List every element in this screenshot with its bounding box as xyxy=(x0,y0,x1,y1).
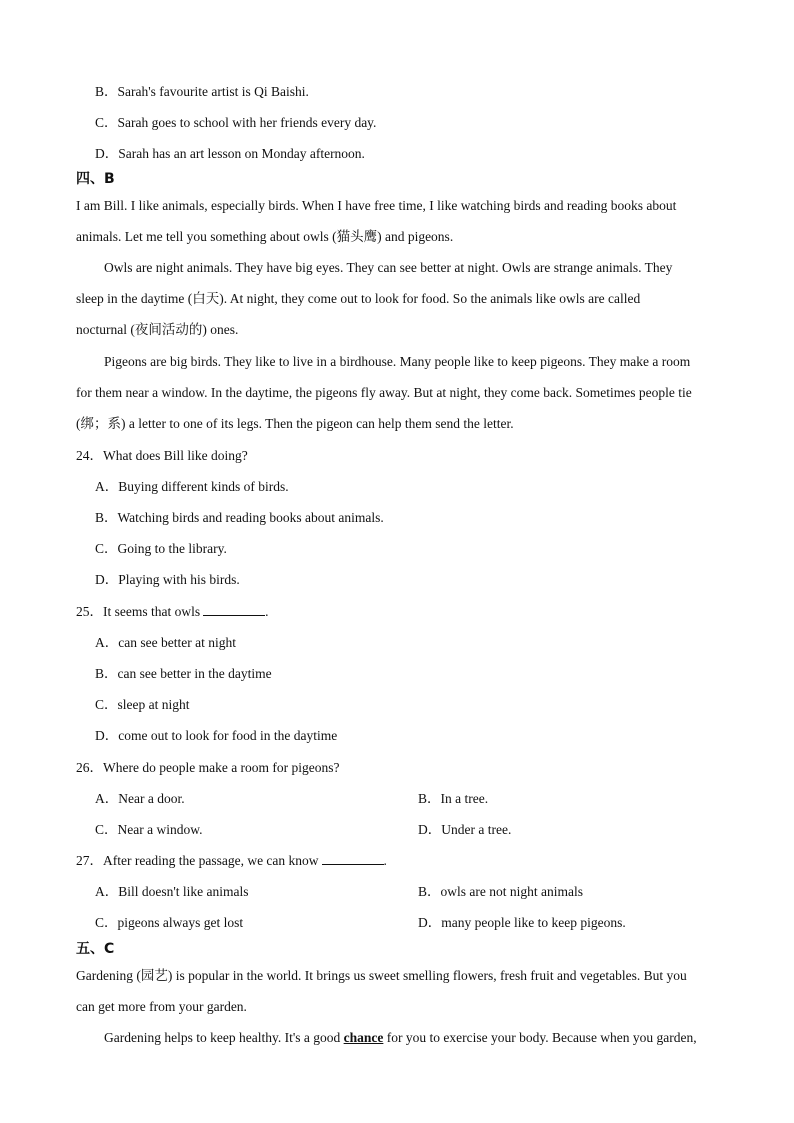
underlined-word-chance: chance xyxy=(343,1030,384,1045)
passage-5-p1-line2: can get more from your garden. xyxy=(76,999,247,1014)
question-27-stem: 27．After reading the passage, we can know xyxy=(76,853,319,868)
q26-option-c: C．Near a window. xyxy=(95,822,203,837)
q24-option-d: D．Playing with his birds. xyxy=(95,572,240,587)
q27-option-b: B．owls are not night animals xyxy=(418,884,583,899)
q24-option-a: A．Buying different kinds of birds. xyxy=(95,479,289,494)
passage-5-p1-line1: Gardening (园艺) is popular in the world. It brings us sweet smelling flowers, fresh fruit and vegetables. But you xyxy=(76,968,687,983)
q25-option-a: A．can see better at night xyxy=(95,635,236,650)
q25-option-b: B．can see better in the daytime xyxy=(95,666,272,681)
passage-5-p2-post: for you to exercise your body. Because when you garden, xyxy=(383,1030,697,1045)
q27-option-a: A．Bill doesn't like animals xyxy=(95,884,249,899)
passage-4-p2-line3: nocturnal (夜间活动的) ones. xyxy=(76,322,239,337)
q27-option-c: C．pigeons always get lost xyxy=(95,915,244,930)
q25-option-c: C．sleep at night xyxy=(95,697,190,712)
section-5-heading: 五、C xyxy=(76,941,115,957)
q26-option-d: D．Under a tree. xyxy=(418,822,512,837)
q24-option-b: B．Watching birds and reading books about animals. xyxy=(95,510,384,525)
question-27 xyxy=(76,852,387,870)
q25-option-d: D．come out to look for food in the daytime xyxy=(95,728,338,743)
passage-4-p1-line2: animals. Let me tell you something about owls (猫头鹰) and pigeons. xyxy=(76,229,454,244)
question-27-end: . xyxy=(383,853,387,868)
q24-option-c: C．Going to the library. xyxy=(95,541,227,556)
question-25-stem: 25．It seems that owls xyxy=(76,604,201,619)
passage-4-p2-line2: sleep in the daytime (白天). At night, they come out to look for food. So the animals like owls are called xyxy=(76,291,641,306)
question-24: 24．What does Bill like doing? xyxy=(76,448,248,463)
answer-blank xyxy=(203,603,265,616)
q26-option-b: B．In a tree. xyxy=(418,791,489,806)
passage-4-p2-line1: Owls are night animals. They have big eyes. They can see better at night. Owls are strange animals. They xyxy=(104,260,673,275)
passage-4-p3-line3: (绑；系) a letter to one of its legs. Then the pigeon can help them send the letter. xyxy=(76,416,514,431)
prev-option-c: C．Sarah goes to school with her friends every day. xyxy=(95,115,377,130)
q27-option-d: D．many people like to keep pigeons. xyxy=(418,915,626,930)
prev-option-b: B．Sarah's favourite artist is Qi Baishi. xyxy=(95,84,309,99)
answer-blank xyxy=(322,852,384,865)
prev-option-d: D．Sarah has an art lesson on Monday afternoon. xyxy=(95,146,365,161)
question-25 xyxy=(76,603,269,621)
q26-option-a: A．Near a door. xyxy=(95,791,185,806)
passage-4-p3-line2: for them near a window. In the daytime, the pigeons fly away. But at night, they come back. Sometimes people tie xyxy=(76,385,692,400)
question-25-end: . xyxy=(265,604,269,619)
passage-4-p1-line1: I am Bill. I like animals, especially birds. When I have free time, I like watching birds and reading books about xyxy=(76,198,677,213)
passage-5-p2-line1 xyxy=(104,1029,697,1047)
question-26: 26．Where do people make a room for pigeons? xyxy=(76,760,340,775)
passage-5-p2-pre: Gardening helps to keep healthy. It's a good xyxy=(104,1030,344,1045)
passage-4-p3-line1: Pigeons are big birds. They like to live in a birdhouse. Many people like to keep pigeons. They make a room xyxy=(104,354,691,369)
section-4-heading: 四、B xyxy=(76,171,115,187)
